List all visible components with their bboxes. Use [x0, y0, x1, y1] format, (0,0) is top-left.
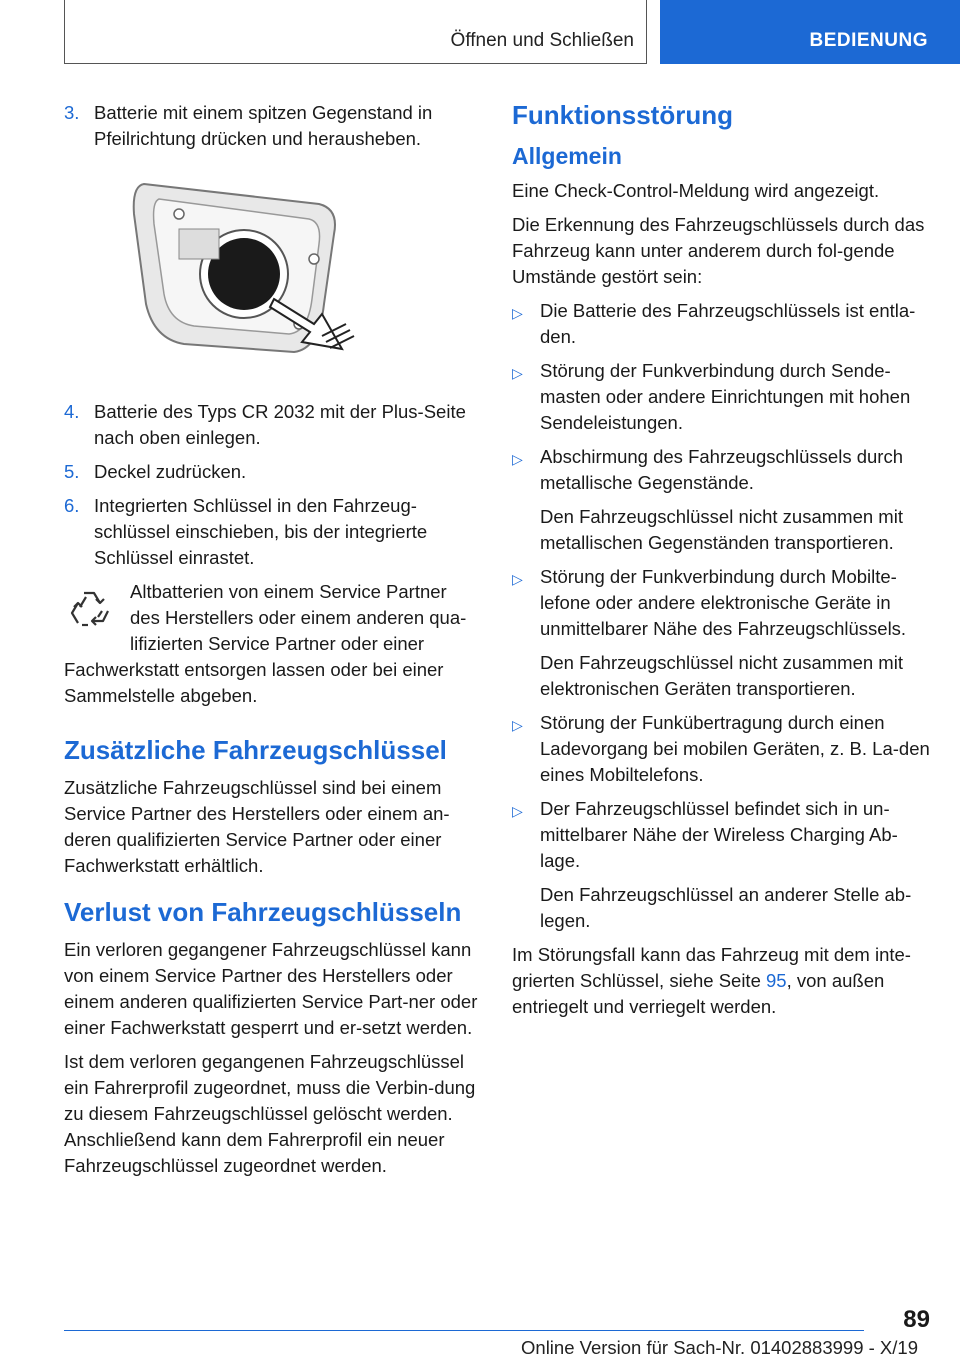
step-4 — [64, 399, 479, 451]
step-5 — [64, 459, 479, 485]
bullet-text: Der Fahrzeugschlüssel befindet sich in un-mittelbarer Nähe der Wireless Charging Ab-lage. — [540, 798, 898, 871]
page-number: 89 — [903, 1306, 930, 1333]
bullet-text: Störung der Funkübertragung durch einen Ladevorgang bei mobilen Geräten, z. B. La-den eines Mobiltelefons. — [540, 712, 930, 785]
section-heading-extra-keys: Zusätzliche Fahrzeugschlüssel — [64, 735, 447, 765]
header-title-box — [64, 0, 647, 64]
step-text: Batterie des Typs CR 2032 mit der Plus-Seite nach oben einlegen. — [94, 401, 466, 448]
bullet-item — [512, 444, 932, 556]
bullet-item — [512, 796, 932, 934]
step-text: Deckel zudrücken. — [94, 461, 247, 482]
bullet-text: Abschirmung des Fahrzeugschlüssels durch metallische Gegenstände. — [540, 446, 903, 493]
bullet-subtext: Den Fahrzeugschlüssel nicht zusammen mit metallischen Gegenständen transportieren. — [540, 506, 903, 553]
closing-paragraph — [512, 942, 932, 1020]
step-number: 3. — [64, 102, 80, 123]
paragraph: Ein verloren gegangener Fahrzeugschlüssel kann von einem Service Partner des Herstellers oder einem anderen qualifizierten Service Part-ner oder einer Fachwerkstatt gesperrt und er-setzt werden. — [64, 939, 478, 1038]
step-text: Batterie mit einem spitzen Gegenstand in Pfeilrichtung drücken und herausheben. — [94, 102, 433, 149]
left-column — [64, 100, 479, 1187]
step-3 — [64, 100, 479, 152]
step-number: 4. — [64, 401, 80, 422]
bullet-text: Die Batterie des Fahrzeugschlüssels ist entla-den. — [540, 300, 916, 347]
paragraph: Die Erkennung des Fahrzeugschlüssels durch das Fahrzeug kann unter anderem durch fol-gende Umstände gestört sein: — [512, 214, 925, 287]
key-battery-illustration — [124, 174, 364, 364]
bullet-item — [512, 710, 932, 788]
closing-text: Im Störungsfall kann das Fahrzeug mit dem inte-grierten Schlüssel, siehe Seite — [512, 944, 911, 991]
bullet-text: Störung der Funkverbindung durch Sende-masten oder andere Einrichtungen mit hohen Sendeleistungen. — [540, 360, 911, 433]
paragraph: Ist dem verloren gegangenen Fahrzeugschlüssel ein Fahrerprofil zugeordnet, muss die Verbin-dung zu diesem Fahrzeugschlüssel gelöscht werden. Anschließend kann dem Fahrerprofil ein neuer Fahrzeugschlüssel zugeordnet werden. — [64, 1051, 476, 1176]
bullet-subtext: Den Fahrzeugschlüssel nicht zusammen mit elektronischen Geräten transportieren. — [540, 652, 903, 699]
chapter-label: BEDIENUNG — [809, 30, 928, 51]
bullet-text: Störung der Funkverbindung durch Mobilte-lefone oder andere elektronische Geräte in unmittelbarer Nähe des Fahrzeugschlüssels. — [540, 566, 907, 639]
footer-divider — [64, 1330, 864, 1331]
step-number: 6. — [64, 495, 80, 516]
right-column — [512, 100, 932, 1028]
note-text: Altbatterien von einem Service Partner des Herstellers oder einem anderen qua-lifizierten Service Partner oder einer Fachwerkstatt entsorgen lassen oder bei einer Sammelstelle abgeben. — [64, 581, 467, 706]
step-text: Integrierten Schlüssel in den Fahrzeug-schlüssel einschieben, bis der integrierte Schlüssel einrastet. — [94, 495, 428, 568]
triangle-bullet-icon: ▷ — [512, 451, 523, 467]
footer-version: Online Version für Sach-Nr. 01402883999 - X/19 — [521, 1337, 918, 1358]
triangle-bullet-icon: ▷ — [512, 717, 523, 733]
page-section-title: Öffnen und Schließen — [450, 30, 634, 51]
paragraph: Zusätzliche Fahrzeugschlüssel sind bei einem Service Partner des Herstellers oder einem an-deren qualifizierten Service Partner oder einer Fachwerkstatt erhältlich. — [64, 777, 450, 876]
closing-text: , von außen entriegelt und verriegelt werden. — [512, 970, 885, 1017]
triangle-bullet-icon: ▷ — [512, 305, 523, 321]
bullet-subtext: Den Fahrzeugschlüssel an anderer Stelle ab-legen. — [540, 884, 912, 931]
section-heading-loss: Verlust von Fahrzeugschlüsseln — [64, 897, 462, 927]
step-number: 5. — [64, 461, 80, 482]
subheading-general: Allgemein — [512, 143, 622, 169]
bullet-item — [512, 298, 932, 350]
section-heading-malfunction: Funktionsstörung — [512, 100, 733, 130]
bullet-item — [512, 564, 932, 702]
triangle-bullet-icon: ▷ — [512, 571, 523, 587]
header-chapter-tab[interactable] — [660, 0, 960, 64]
page-reference-link[interactable]: 95 — [766, 970, 787, 991]
recycling-icon — [64, 585, 116, 637]
triangle-bullet-icon: ▷ — [512, 803, 523, 819]
triangle-bullet-icon: ▷ — [512, 365, 523, 381]
environment-note — [64, 579, 479, 709]
step-6 — [64, 493, 479, 571]
bullet-item — [512, 358, 932, 436]
paragraph: Eine Check-Control-Meldung wird angezeigt. — [512, 180, 880, 201]
